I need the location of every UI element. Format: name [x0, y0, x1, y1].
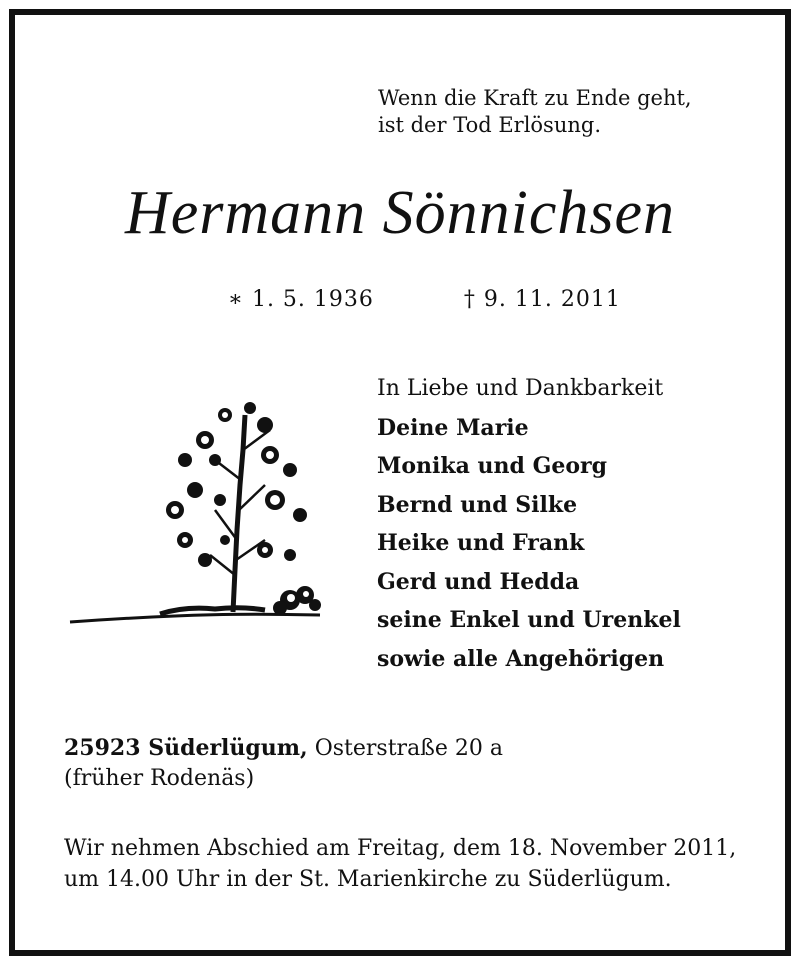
- tree-drawing: [65, 390, 325, 630]
- address-place: 25923 Süderlügum,: [64, 735, 308, 761]
- mourner-name: sowie alle Angehörigen: [377, 645, 665, 672]
- address-former: (früher Rodenäs): [64, 766, 255, 791]
- quote-line-1: Wenn die Kraft zu Ende geht,: [378, 86, 692, 110]
- funeral-line-1: Wir nehmen Abschied am Freitag, dem 18. November 2011,: [64, 836, 737, 861]
- mourner-name: Gerd und Hedda: [377, 568, 580, 595]
- quote-line-2: ist der Tod Erlösung.: [378, 113, 602, 137]
- funeral-line-2: um 14.00 Uhr in der St. Marienkirche zu Süderlügum.: [64, 867, 672, 892]
- address-line: [64, 733, 503, 764]
- mourners-list: [377, 370, 681, 678]
- mourner-name: Deine Marie: [377, 414, 529, 441]
- mourner-name: Monika und Georg: [377, 453, 608, 479]
- deceased-name: Hermann Sönnichsen: [124, 179, 676, 247]
- mourners-intro: In Liebe und Dankbarkeit: [377, 376, 664, 401]
- mourner-name: seine Enkel und Urenkel: [377, 607, 681, 633]
- funeral-details: [64, 833, 736, 895]
- address-street: Osterstraße 20 a: [314, 736, 503, 761]
- mourner-name: Bernd und Silke: [377, 491, 578, 518]
- birth-date: ∗ 1. 5. 1936: [228, 287, 374, 312]
- death-date: † 9. 11. 2011: [463, 287, 621, 312]
- mourner-name: Heike und Frank: [377, 530, 585, 556]
- life-dates: [228, 287, 621, 312]
- quote: [378, 85, 692, 139]
- obituary-notice: [9, 9, 791, 956]
- address: [64, 733, 503, 794]
